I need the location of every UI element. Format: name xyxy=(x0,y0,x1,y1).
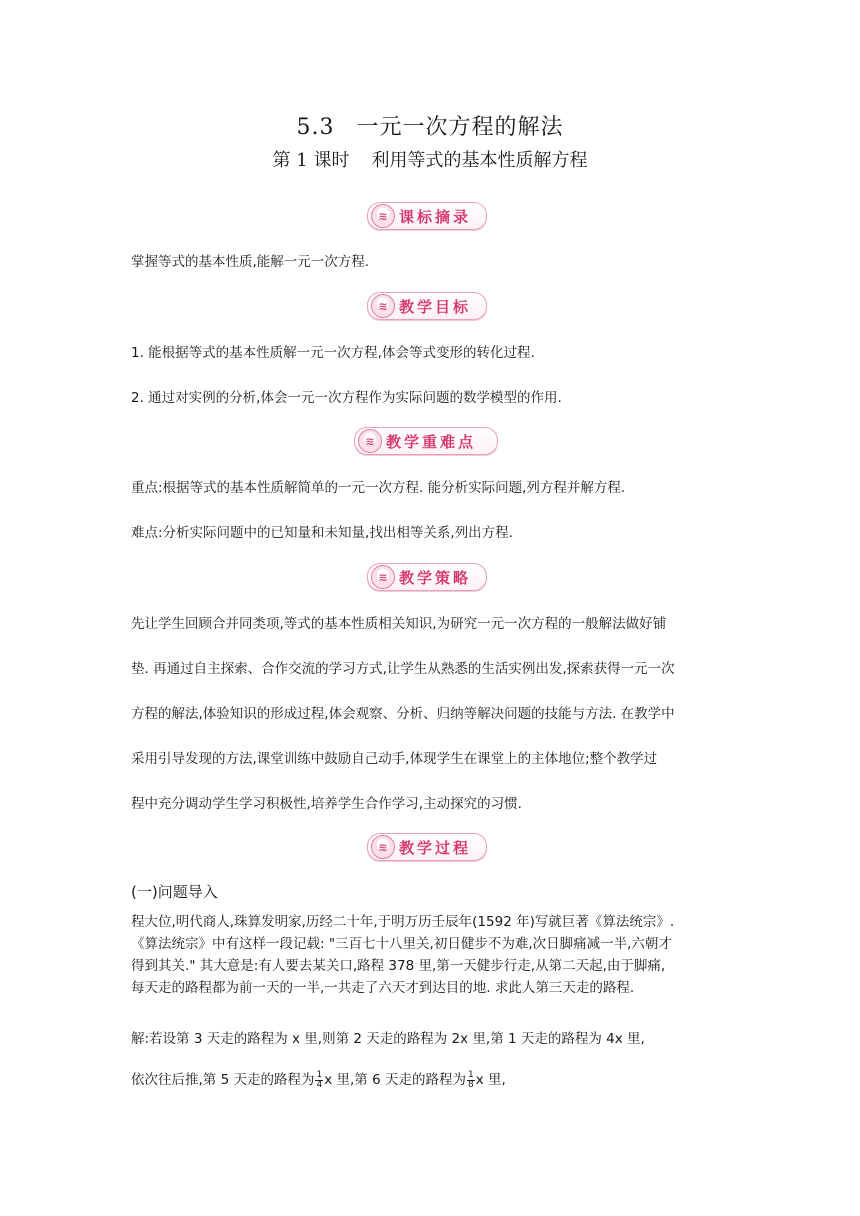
solution-text: 依次往后推,第 5 天走的路程为 xyxy=(131,1072,315,1088)
book-icon: ≋ xyxy=(371,565,395,589)
badge-keypoints xyxy=(354,427,498,455)
strategy-line: 方程的解法,体验知识的形成过程,体会观察、分析、归纳等解决问题的技能与方法. 在教学中 xyxy=(131,706,675,722)
badge-strategy xyxy=(367,563,487,591)
section-number: 5.3 xyxy=(296,115,335,140)
keypoint-focus: 重点:根据等式的基本性质解简单的一元一次方程. 能分析实际问题,列方程并解方程. xyxy=(131,480,626,496)
solution-line-2 xyxy=(131,1068,506,1090)
story-line: 程大位,明代商人,珠算发明家,历经二十年,于明万历壬辰年(1592 年)写就巨著《算法统宗》. xyxy=(131,914,675,930)
solution-line-1: 解:若设第 3 天走的路程为 x 里,则第 2 天走的路程为 2x 里,第 1 天走的路程为 4x 里, xyxy=(131,1031,645,1047)
goal-1: 1. 能根据等式的基本性质解一元一次方程,体会等式变形的转化过程. xyxy=(131,345,535,361)
fraction-one-fourth: $\frac{1}{4}$ xyxy=(316,1069,323,1090)
story-line: 得到其关." 其大意是:有人要去某关口,路程 378 里,第一天健步行走,从第二天起,由于脚痛, xyxy=(131,958,666,974)
lesson-title xyxy=(0,146,860,172)
lesson-number: 第 1 课时 xyxy=(272,150,350,171)
goal-2: 2. 通过对实例的分析,体会一元一次方程作为实际问题的数学模型的作用. xyxy=(131,390,562,406)
keypoint-difficulty: 难点:分析实际问题中的已知量和未知量,找出相等关系,列出方程. xyxy=(131,525,513,541)
story-line: 每天走的路程都为前一天的一半,一共走了六天才到达目的地. 求此人第三天走的路程. xyxy=(131,980,635,996)
solution-text: x 里,第 6 天走的路程为 xyxy=(324,1072,466,1088)
book-icon: ≋ xyxy=(371,294,395,318)
badge-label: 教学目标 xyxy=(399,297,472,316)
strategy-line: 采用引导发现的方法,课堂训练中鼓励自己动手,体现学生在课堂上的主体地位;整个教学过 xyxy=(131,751,658,767)
fraction-one-eighth: $\frac{1}{8}$ xyxy=(467,1069,474,1090)
book-icon: ≋ xyxy=(358,429,382,453)
story-line: 《算法统宗》中有这样一段记载: "三百七十八里关,初日健步不为难,次日脚痛减一半,六朝才 xyxy=(131,936,672,952)
lesson-title-text: 利用等式的基本性质解方程 xyxy=(371,150,588,171)
badge-process xyxy=(367,833,487,861)
solution-text: x 里, xyxy=(475,1072,506,1088)
strategy-line: 垫. 再通过自主探索、合作交流的学习方式,让学生从熟悉的生活实例出发,探索获得一元一次 xyxy=(131,661,675,677)
section-title xyxy=(0,110,860,141)
process-heading: (一)问题导入 xyxy=(131,883,218,901)
curriculum-text: 掌握等式的基本性质,能解一元一次方程. xyxy=(131,254,370,270)
badge-label: 课标摘录 xyxy=(399,207,472,226)
badge-label: 教学重难点 xyxy=(386,432,477,451)
section-title-text: 一元一次方程的解法 xyxy=(356,115,564,140)
badge-label: 教学过程 xyxy=(399,838,472,857)
book-icon: ≋ xyxy=(371,835,395,859)
book-icon: ≋ xyxy=(371,204,395,228)
badge-label: 教学策略 xyxy=(399,568,472,587)
strategy-line: 先让学生回顾合并同类项,等式的基本性质相关知识,为研究一元一次方程的一般解法做好铺 xyxy=(131,616,667,632)
badge-curriculum xyxy=(367,202,487,230)
strategy-line: 程中充分调动学生学习积极性,培养学生合作学习,主动探究的习惯. xyxy=(131,796,522,812)
badge-goals xyxy=(367,292,487,320)
